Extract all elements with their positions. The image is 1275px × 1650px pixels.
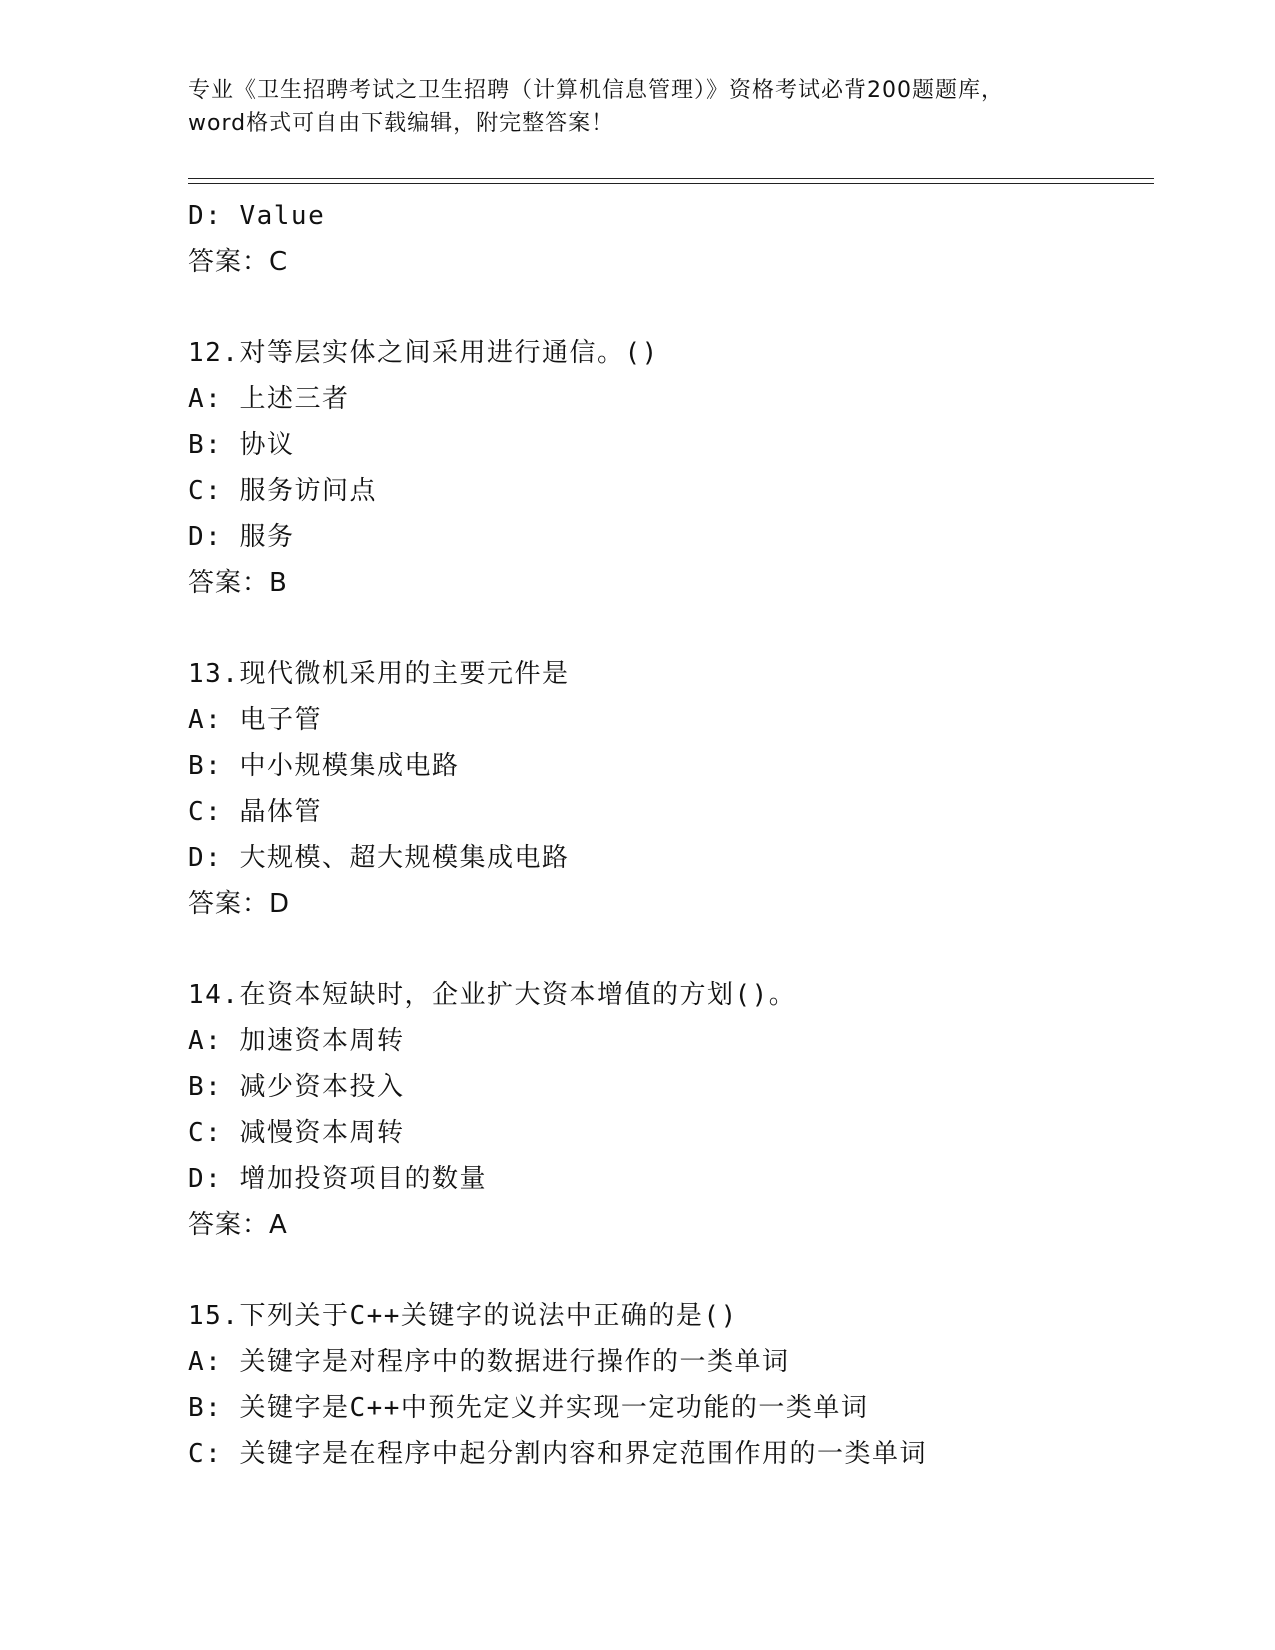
option-b: B: 中小规模集成电路 [188, 751, 460, 781]
answer-line: 答案：C [188, 247, 289, 277]
option-d: D: Value [188, 201, 326, 231]
option-d: D: 大规模、超大规模集成电路 [188, 843, 570, 873]
option-c: C: 晶体管 [188, 797, 322, 827]
question-content [188, 193, 1188, 1477]
option-c: C: 关键字是在程序中起分割内容和界定范围作用的一类单词 [188, 1439, 927, 1469]
question-14 [188, 972, 1188, 1248]
question-11-tail [188, 193, 1188, 285]
question-15 [188, 1293, 1188, 1477]
answer-line: 答案：B [188, 568, 288, 598]
option-b: B: 关键字是C++中预先定义并实现一定功能的一类单词 [188, 1393, 869, 1423]
question-13 [188, 651, 1188, 927]
spacer [188, 606, 1188, 651]
header-title-line-1: 专业《卫生招聘考试之卫生招聘（计算机信息管理）》资格考试必背200题题库， [188, 78, 1004, 103]
header-title-line-2: word格式可自由下载编辑，附完整答案！ [188, 111, 615, 136]
option-d: D: 增加投资项目的数量 [188, 1164, 487, 1194]
option-b: B: 减少资本投入 [188, 1072, 405, 1102]
header-divider-top [188, 178, 1154, 179]
question-stem: 12.对等层实体之间采用进行通信。() [188, 338, 659, 368]
option-d: D: 服务 [188, 522, 295, 552]
option-a: A: 关键字是对程序中的数据进行操作的一类单词 [188, 1347, 790, 1377]
header-divider-bottom [188, 183, 1154, 184]
option-a: A: 电子管 [188, 705, 322, 735]
document-header [188, 74, 1088, 140]
question-12 [188, 330, 1188, 606]
option-c: C: 服务访问点 [188, 476, 377, 506]
answer-line: 答案：D [188, 889, 291, 919]
question-stem: 14.在资本短缺时，企业扩大资本增值的方划()。 [188, 980, 797, 1010]
option-b: B: 协议 [188, 430, 295, 460]
question-stem: 15.下列关于C++关键字的说法中正确的是() [188, 1301, 738, 1331]
option-c: C: 减慢资本周转 [188, 1118, 405, 1148]
spacer [188, 927, 1188, 972]
answer-line: 答案：A [188, 1210, 288, 1240]
spacer [188, 1248, 1188, 1293]
spacer [188, 285, 1188, 330]
option-a: A: 加速资本周转 [188, 1026, 405, 1056]
question-stem: 13.现代微机采用的主要元件是 [188, 659, 570, 689]
option-a: A: 上述三者 [188, 384, 350, 414]
